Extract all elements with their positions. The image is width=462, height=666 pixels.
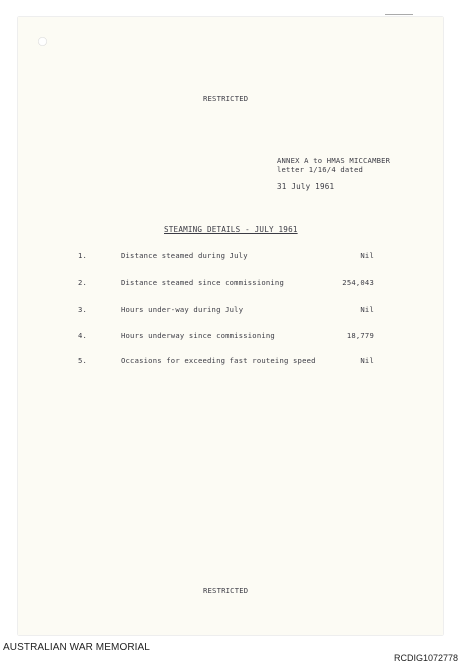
document-heading: STEAMING DETAILS - JULY 1961	[164, 225, 298, 234]
list-item	[0, 356, 462, 368]
item-value: 254,043	[342, 278, 374, 287]
edge-mark	[385, 14, 413, 18]
item-description: Distance steamed during July	[121, 251, 248, 260]
item-value: Nil	[360, 356, 374, 365]
item-description: Distance steamed since commissioning	[121, 278, 284, 287]
archive-footer	[0, 636, 462, 666]
item-value: 18,779	[346, 331, 374, 340]
classification-footer: RESTRICTED	[203, 586, 249, 595]
list-item	[0, 305, 462, 317]
item-number: 3.	[78, 305, 88, 314]
list-item	[0, 331, 462, 343]
punch-hole	[38, 37, 47, 46]
institution-name: AUSTRALIAN WAR MEMORIAL	[3, 642, 150, 653]
annex-date: 31 July 1961	[277, 182, 335, 191]
item-number: 1.	[78, 251, 88, 260]
item-number: 4.	[78, 331, 88, 340]
record-id: RCDIG1072778	[393, 653, 458, 663]
list-item	[0, 251, 462, 263]
list-item	[0, 278, 462, 290]
annex-letter-reference: letter 1/16/4 dated	[277, 165, 364, 174]
item-number: 5.	[78, 356, 88, 365]
item-number: 2.	[78, 278, 88, 287]
item-description: Hours under-way during July	[121, 305, 244, 314]
document-page	[18, 17, 443, 635]
item-value: Nil	[360, 305, 374, 314]
item-description: Occasions for exceeding fast routeing speed	[121, 356, 316, 365]
classification-header: RESTRICTED	[203, 94, 249, 103]
item-value: Nil	[360, 251, 374, 260]
annex-reference: ANNEX A to HMAS MICCAMBER	[277, 156, 391, 165]
item-description: Hours underway since commissioning	[121, 331, 275, 340]
